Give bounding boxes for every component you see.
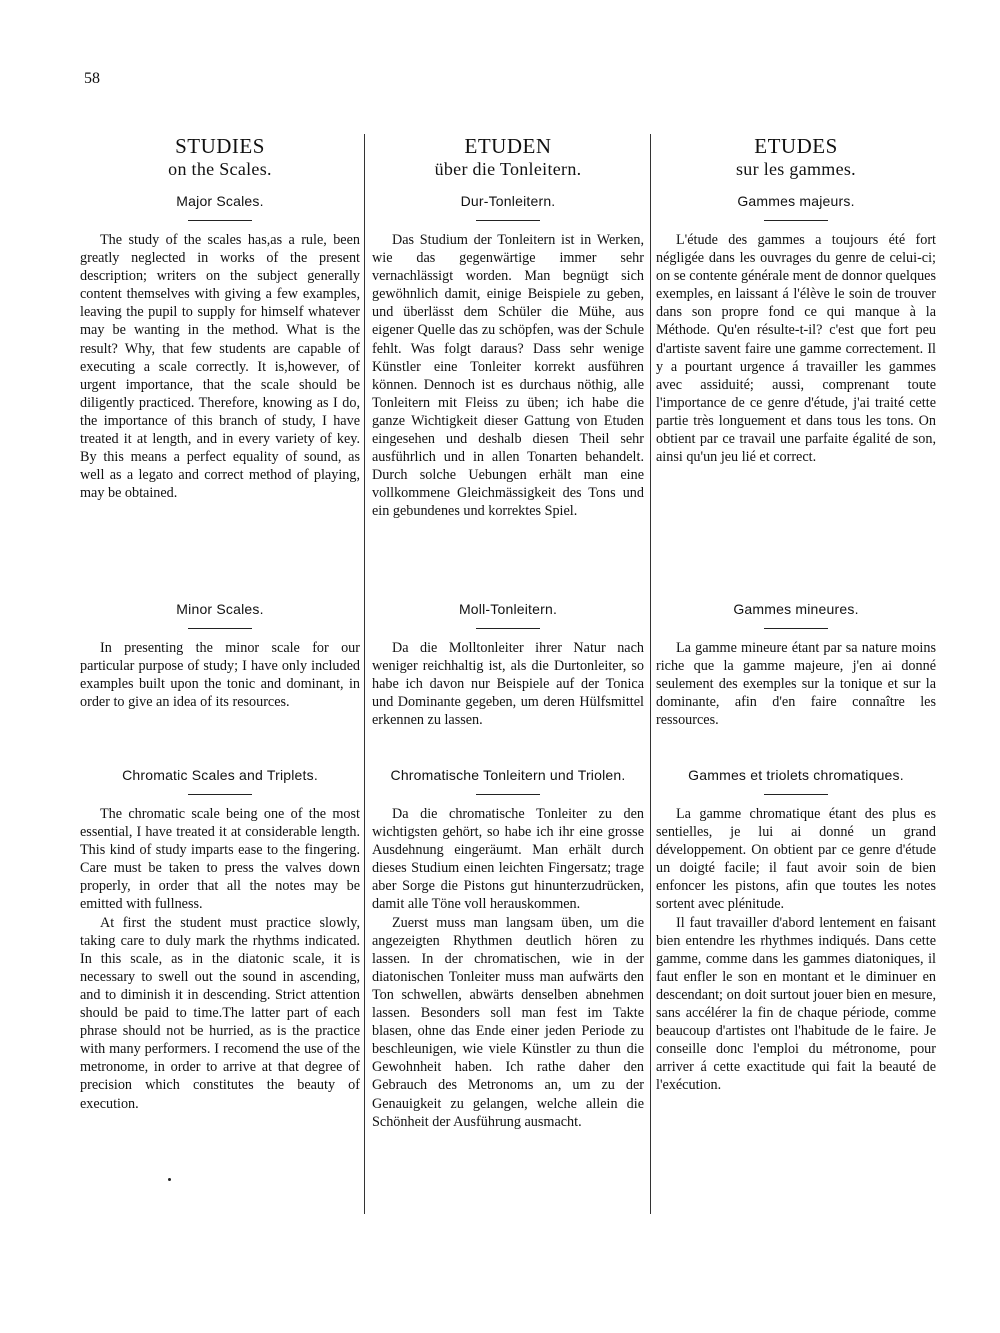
column-subtitle: über die Tonleitern. [434, 159, 582, 179]
paragraph: In presenting the minor scale for our particular purpose of study; I have only included examples built upon the tonic and dominant, in order to give an idea of its resources. [80, 640, 360, 711]
major-scales-section [656, 134, 936, 466]
section-heading: Gammes et triolets chromatiques. [688, 767, 904, 783]
paragraph: The study of the scales has,as a rule, been greatly neglected in works of the present description; writers on the subject generally content themselves with giving a few examples, leaving the pupil to supply for himself whatever may be wanting in the method. What is the result? Why, that few students are capable of executing a scale correctly. It is,however, of urgent importance, that the scale should be diligently practiced. Therefore, knowing as I do, the importance of this branch of study, I have treated it at length, and in every variety of key. By this means a perfect equality of sound, as well as a legato and correct method of playing, may be obtained. [80, 232, 360, 502]
section-heading: Chromatic Scales and Triplets. [122, 767, 318, 783]
column-title: ETUDES [754, 134, 838, 158]
paragraph: Zuerst muss man langsam üben, um die angezeigten Rhythmen deutlich hören zu lassen. In der chromatischen, wie in der diatonischen Tonleiter muss man aufwärts den Ton schwellen, abwärts denselben abnehmen lassen. Besonders soll man fest im Takte blasen, ohne das Ende einer jeden Periode zu beschleunigen, wie viele Künstler zu thun die Gewohnheit haben. Ich rathe daher den Gebrauch des Metronoms an, um zu der Genauigkeit zu gelangen, welche allein die Schönheit der Ausführung ausmacht. [372, 914, 644, 1130]
chromatic-scales-section [656, 766, 936, 1095]
minor-scales-section [372, 600, 644, 729]
page-number: 58 [84, 70, 100, 87]
heading-rule [188, 628, 252, 629]
column-title: ETUDEN [464, 134, 552, 158]
section-heading: Gammes majeurs. [737, 193, 855, 209]
heading-rule [476, 628, 540, 629]
column-subtitle: sur les gammes. [736, 159, 856, 179]
major-scales-section [80, 134, 360, 502]
heading-rule [476, 794, 540, 795]
paragraph: At first the student must practice slowly, taking care to duly mark the rhythms indicated. In this scale, as in the diatonic scale, it is necessary to swell out the sound in ascending, and to diminish it in descending. Strict attention should be paid to time.The latter part of each phrase should not be hurried, as is the practice with many performers. I recomend the use of the metronome, in order to arrive at that degree of precision which constitutes the beauty of execution. [80, 914, 360, 1112]
section-heading: Gammes mineures. [733, 601, 859, 617]
heading-rule [764, 794, 828, 795]
paragraph: La gamme mineure étant par sa nature moins riche que la gamme majeure, j'en ai donné seulement des exemples sur la tonique et sur la dominante, afin d'en faire connaître les ressources. [656, 640, 936, 729]
chromatic-scales-section [80, 766, 360, 1113]
section-heading: Major Scales. [176, 193, 264, 209]
paragraph: Il faut travailler d'abord lentement en faisant bien entendre les rhythmes indiqués. Dans cette gamme, comme dans les gammes diatoniques, il faut enfler le son en montant et le diminuer en descendant; on doit surtout jouer bien en mesure, sans accélérer la fin de chaque période, comme beaucoup d'artistes ont l'habitude de le faire. Je conseille donc l'emploi du métronome, pour arriver á cette exactitude qui fait la beauté de l'exécution. [656, 914, 936, 1094]
section-heading: Dur-Tonleitern. [460, 193, 556, 209]
paragraph: L'étude des gammes a toujours été fort négligée dans les ouvrages du genre de celui-ci; on se contente générale ment de donnor quelques exemples, en laissant á l'élève le soin de trouver dans son propre fond ce qui manque à la Méthode. Qu'en résulte-t-il? c'est que fort peu d'artiste savent faire une gamme correctement. Il y a pourtant urgence á travailler les gammes avec assiduité; aussi, comprenant toute l'importance de ce genre d'étude, j'ai traité cette partie très longuement et dans tous les tons. On obtient par ce travail une parfaite égalité de son, ainsi qu'un jeu lié et correct. [656, 232, 936, 466]
heading-rule [764, 220, 828, 221]
major-scales-section [372, 134, 644, 521]
column-subtitle: on the Scales. [168, 159, 272, 179]
heading-rule [476, 220, 540, 221]
paragraph: Da die Molltonleiter ihrer Natur nach weniger reichhaltig ist, als die Durtonleiter, so habe ich davon nur Beispiele auf der Tonica und Dominante gegeben, um deren Hülfsmittel erkennen zu lassen. [372, 640, 644, 729]
heading-rule [188, 794, 252, 795]
paragraph: Das Studium der Tonleitern ist in Werken, wie das gegenwärtige immer sehr vernachlässigt worden. Man begnügt sich gewöhnlich damit, einige Beispiele zu geben, und überlässt dem Schüler die Mühe, aus eigener Quelle das zu schöpfen, was der Schule fehlt. Was folgt daraus? Dass sehr wenige Künstler eine Tonleiter korrekt ausführen können. Dennoch ist es durchaus nöthig, alle Tonleitern mit Fleiss zu üben; ich habe die ganze Wichtigkeit dieser Gattung von Etuden eingesehen und deshalb diesen Theil sehr ausführlich und in allen Tonarten behandelt. Durch solche Uebungen erhält man eine vollkommene Gleichmässigkeit des Tons und ein gebundenes und korrektes Spiel. [372, 232, 644, 520]
column-divider [364, 134, 365, 1214]
paragraph: La gamme chromatique étant des plus es sentielles, je lui ai donné un grand développement. On obtient par ce genre d'étude un doigté facile; il faut avoir soin de bien enfoncer les pistons, afin que toutes les notes sortent avec plénitude. [656, 806, 936, 913]
section-heading: Moll-Tonleitern. [458, 601, 558, 617]
heading-rule [764, 628, 828, 629]
minor-scales-section [656, 600, 936, 729]
chromatic-scales-section [372, 766, 644, 1131]
paragraph: The chromatic scale being one of the most essential, I have treated it at considerable length. This kind of study imparts ease to the fingering. Care must be taken to press the valves down properly, in order that all the notes may be emitted with fullness. [80, 806, 360, 913]
column-divider [650, 134, 651, 1214]
section-heading: Minor Scales. [176, 601, 264, 617]
section-heading: Chromatische Tonleitern und Triolen. [390, 767, 626, 783]
column-title: STUDIES [175, 134, 265, 158]
minor-scales-section [80, 600, 360, 711]
paragraph: Da die chromatische Tonleiter zu den wichtigsten gehört, so habe ich ihr eine grosse Ausdehnung eingeräumt. Man erhält durch dieses Studium einen leichten Fingersatz; trage aber Sorge die Pistons gut hinunterzudrücken, damit alle Töne voll herauskommen. [372, 806, 644, 913]
heading-rule [188, 220, 252, 221]
print-speck [168, 1178, 171, 1181]
